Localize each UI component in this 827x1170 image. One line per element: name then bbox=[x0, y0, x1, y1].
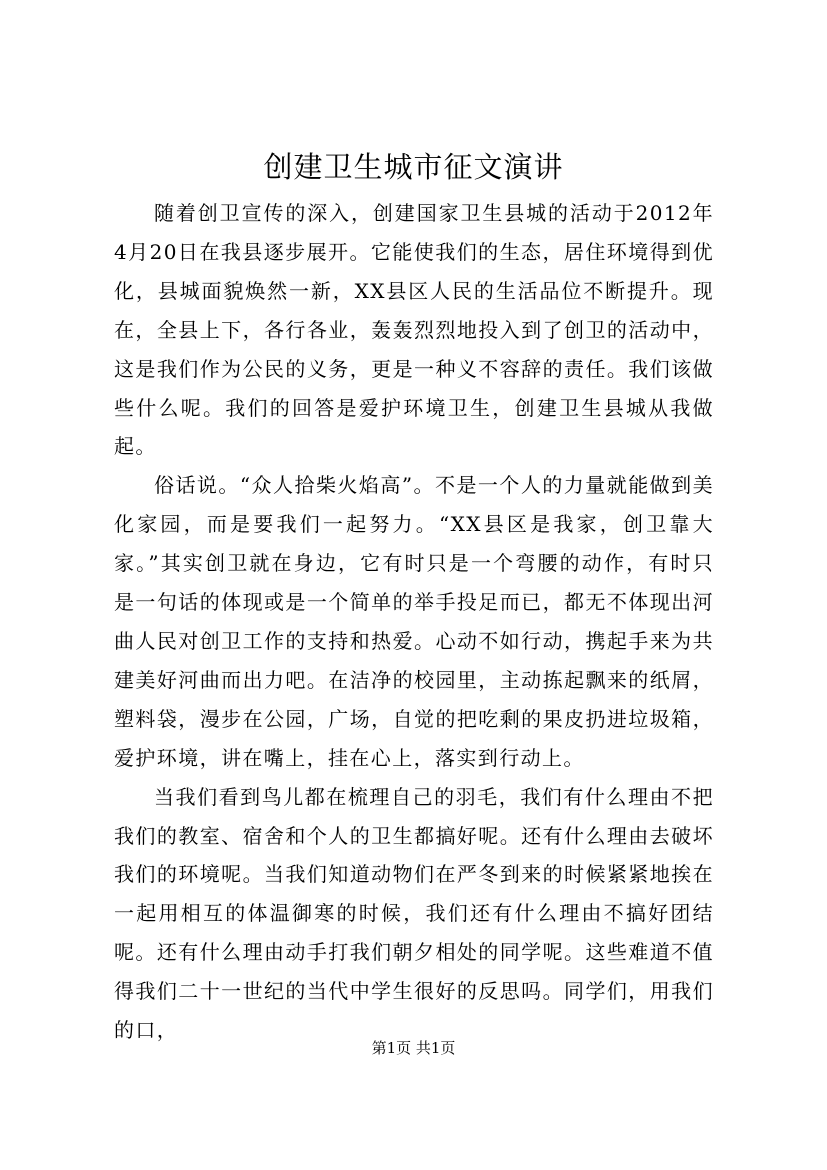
document-body bbox=[114, 194, 714, 1050]
paragraph-1: 随着创卫宣传的深入，创建国家卫生县城的活动于2012年4月20日在我县逐步展开。它能使我们的生态，居住环境得到优化，县城面貌焕然一新，XX县区人民的生活品位不断提升。现在，全县上下，各行各业，轰轰烈烈地投入到了创卫的活动中，这是我们作为公民的义务，更是一种义不容辞的责任。我们该做些什么呢。我们的回答是爱护环境卫生，创建卫生县城从我做起。 bbox=[114, 201, 714, 459]
paragraph-3: 当我们看到鸟儿都在梳理自己的羽毛，我们有什么理由不把我们的教室、宿舍和个人的卫生都搞好呢。还有什么理由去破坏我们的环境呢。当我们知道动物们在严冬到来的时候紧紧地挨在一起用相互的体温御寒的时候，我们还有什么理由不搞好团结呢。还有什么理由动手打我们朝夕相处的同学呢。这些难道不值得我们二十一世纪的当代中学生很好的反思吗。同学们，用我们的口， bbox=[114, 784, 714, 1043]
page-footer: 第1页 共1页 bbox=[371, 1039, 456, 1057]
paragraph-2: 俗话说。“众人拾柴火焰高”。不是一个人的力量就能做到美化家园，而是要我们一起努力。“XX县区是我家，创卫靠大家。”其实创卫就在身边，它有时只是一个弯腰的动作，有时只是一句话的体现或是一个简单的举手投足而已，都无不体现出河曲人民对创卫工作的支持和热爱。心动不如行动，携起手来为共建美好河曲而出力吧。在洁净的校园里，主动拣起飘来的纸屑，塑料袋，漫步在公园，广场，自觉的把吃剩的果皮扔进垃圾箱，爱护环境，讲在嘴上，挂在心上，落实到行动上。 bbox=[114, 473, 714, 770]
document-title: 创建卫生城市征文演讲 bbox=[263, 150, 564, 184]
